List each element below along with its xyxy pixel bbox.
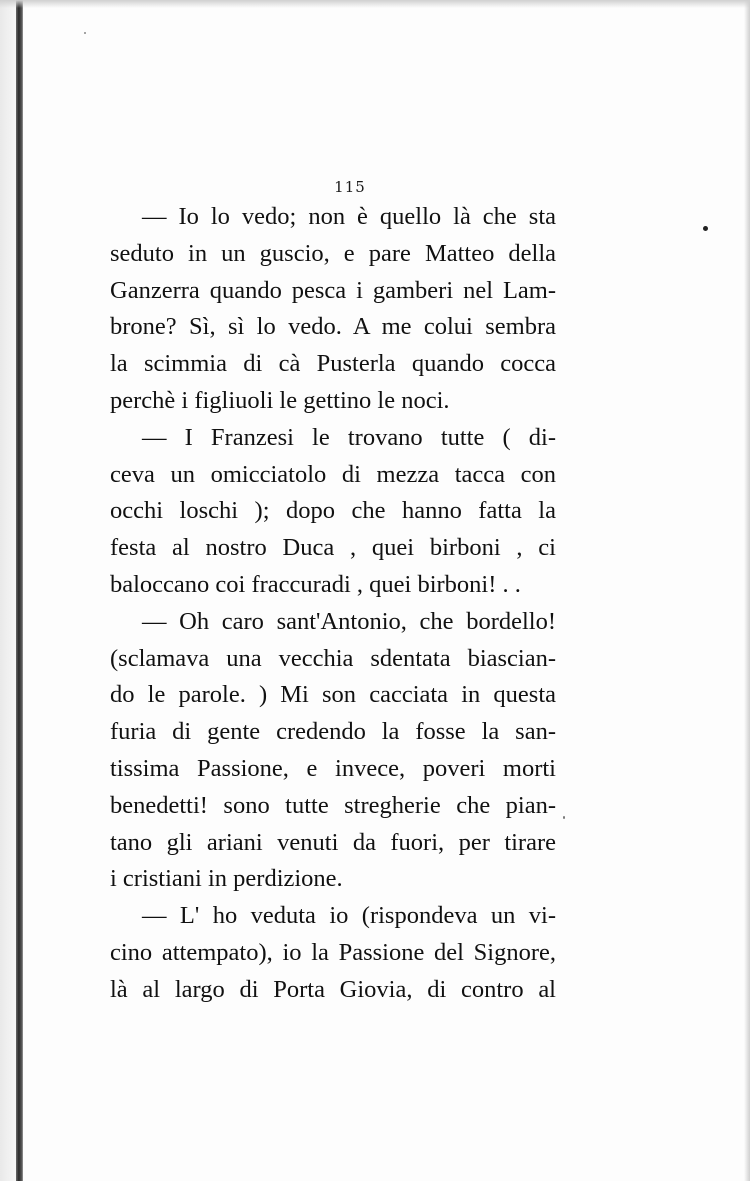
ink-speck — [84, 32, 86, 34]
text-line: tano gli ariani venuti da fuori, per tirare — [110, 828, 556, 856]
text-line: perchè i figliuoli le gettino le noci. — [110, 386, 450, 414]
text-line: là al largo di Porta Giovia, di contro al — [110, 975, 556, 1003]
text-line: furia di gente credendo la fosse la san- — [110, 718, 556, 746]
text-line: — Io lo vedo; non è quello là che sta — [142, 203, 556, 230]
text-line: — L' ho veduta io (rispondeva un vi- — [142, 902, 556, 930]
text-line: cino attempato), io la Passione del Signore, — [110, 938, 556, 966]
ink-speck — [563, 816, 565, 819]
text-line: Ganzerra quando pesca i gamberi nel Lam- — [110, 276, 556, 304]
text-line: tissima Passione, e invece, poveri morti — [110, 754, 556, 782]
page-number: 115 — [334, 178, 366, 196]
text-line: baloccano coi fraccuradi , quei birboni! . . — [110, 570, 521, 598]
text-line: la scimmia di cà Pusterla quando cocca — [110, 350, 556, 378]
text-line: — Oh caro sant'Antonio, che bordello! — [142, 607, 556, 635]
right-edge-shadow — [744, 0, 750, 1181]
text-line: benedetti! sono tutte stregherie che pian- — [110, 791, 556, 819]
text-line: ceva un omicciatolo di mezza tacca con — [110, 460, 556, 488]
body-text — [110, 199, 556, 1009]
text-line: seduto in un guscio, e pare Matteo della — [110, 239, 556, 267]
text-line: do le parole. ) Mi son cacciata in questa — [110, 681, 556, 709]
ink-speck — [703, 226, 708, 231]
top-edge-shadow — [0, 0, 750, 8]
text-line: brone? Sì, sì lo vedo. A me colui sembra — [110, 313, 556, 341]
text-line: i cristiani in perdizione. — [110, 865, 343, 893]
text-line: — I Franzesi le trovano tutte ( di- — [142, 423, 556, 451]
text-line: occhi loschi ); dopo che hanno fatta la — [110, 497, 556, 525]
text-line: festa al nostro Duca , quei birboni , ci — [110, 534, 556, 562]
text-line: (sclamava una vecchia sdentata biascian- — [110, 644, 556, 672]
